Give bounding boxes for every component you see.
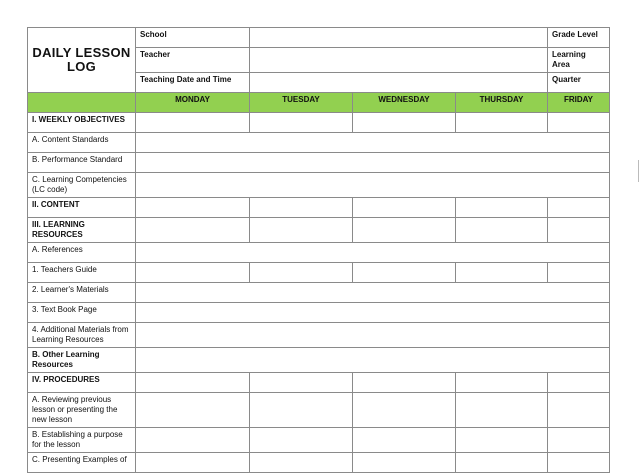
day-header-wednesday: WEDNESDAY	[353, 93, 456, 113]
daily-lesson-log-table	[27, 27, 610, 473]
row-label: 1. Teachers Guide	[28, 263, 136, 283]
day-cell-tuesday[interactable]	[250, 263, 353, 283]
teacher-field[interactable]	[250, 48, 548, 73]
table-row	[28, 243, 610, 263]
merged-cell[interactable]	[136, 133, 610, 153]
day-cell-thursday[interactable]	[456, 453, 548, 473]
day-cell-thursday[interactable]	[456, 263, 548, 283]
day-cell-monday[interactable]	[136, 393, 250, 428]
day-cell-tuesday[interactable]	[250, 428, 353, 453]
row-label: A. Reviewing previous lesson or presenting the new lesson	[28, 393, 136, 428]
merged-cell[interactable]	[136, 153, 610, 173]
day-cell-thursday[interactable]	[456, 198, 548, 218]
table-row	[28, 323, 610, 348]
day-cell-monday[interactable]	[136, 453, 250, 473]
table-row	[28, 373, 610, 393]
grade-level-label: Grade Level	[548, 28, 610, 48]
day-cell-monday[interactable]	[136, 428, 250, 453]
table-row	[28, 348, 610, 373]
page-edge-mark	[638, 160, 639, 182]
day-cell-thursday[interactable]	[456, 393, 548, 428]
day-cell-tuesday[interactable]	[250, 198, 353, 218]
table-row	[28, 113, 610, 133]
day-header-monday: MONDAY	[136, 93, 250, 113]
table-row	[28, 218, 610, 243]
row-label: B. Performance Standard	[28, 153, 136, 173]
day-cell-wednesday[interactable]	[353, 373, 456, 393]
day-cell-wednesday[interactable]	[353, 263, 456, 283]
row-label: B. Other Learning Resources	[28, 348, 136, 373]
day-cell-thursday[interactable]	[456, 373, 548, 393]
quarter-label: Quarter	[548, 73, 610, 93]
table-row	[28, 303, 610, 323]
table-row	[28, 173, 610, 198]
table-row	[28, 428, 610, 453]
day-cell-wednesday[interactable]	[353, 428, 456, 453]
table-row	[28, 133, 610, 153]
teacher-label: Teacher	[136, 48, 250, 73]
day-cell-monday[interactable]	[136, 263, 250, 283]
teaching-date-label: Teaching Date and Time	[136, 73, 250, 93]
table-row	[28, 198, 610, 218]
day-cell-thursday[interactable]	[456, 113, 548, 133]
day-header-tuesday: TUESDAY	[250, 93, 353, 113]
day-cell-friday[interactable]	[548, 453, 610, 473]
school-field[interactable]	[250, 28, 548, 48]
row-label: I. WEEKLY OBJECTIVES	[28, 113, 136, 133]
day-cell-tuesday[interactable]	[250, 453, 353, 473]
day-cell-monday[interactable]	[136, 113, 250, 133]
table-row	[28, 393, 610, 428]
day-cell-tuesday[interactable]	[250, 373, 353, 393]
day-cell-monday[interactable]	[136, 198, 250, 218]
day-cell-wednesday[interactable]	[353, 113, 456, 133]
day-cell-friday[interactable]	[548, 428, 610, 453]
merged-cell[interactable]	[136, 243, 610, 263]
row-label: A. References	[28, 243, 136, 263]
row-label: C. Presenting Examples of	[28, 453, 136, 473]
row-label: 3. Text Book Page	[28, 303, 136, 323]
day-cell-wednesday[interactable]	[353, 198, 456, 218]
row-label: II. CONTENT	[28, 198, 136, 218]
days-header-row	[28, 93, 610, 113]
day-header-thursday: THURSDAY	[456, 93, 548, 113]
day-cell-thursday[interactable]	[456, 428, 548, 453]
day-cell-friday[interactable]	[548, 218, 610, 243]
day-cell-wednesday[interactable]	[353, 453, 456, 473]
table-row	[28, 453, 610, 473]
merged-cell[interactable]	[136, 283, 610, 303]
row-label: IV. PROCEDURES	[28, 373, 136, 393]
row-label: 4. Additional Materials from Learning Resources	[28, 323, 136, 348]
table-row	[28, 263, 610, 283]
merged-cell[interactable]	[136, 348, 610, 373]
document-title: DAILY LESSON LOG	[28, 28, 136, 93]
day-cell-monday[interactable]	[136, 218, 250, 243]
table-row	[28, 283, 610, 303]
day-cell-friday[interactable]	[548, 373, 610, 393]
day-cell-friday[interactable]	[548, 263, 610, 283]
days-header-blank	[28, 93, 136, 113]
table-row	[28, 153, 610, 173]
day-cell-tuesday[interactable]	[250, 113, 353, 133]
merged-cell[interactable]	[136, 173, 610, 198]
merged-cell[interactable]	[136, 323, 610, 348]
day-cell-tuesday[interactable]	[250, 393, 353, 428]
day-cell-friday[interactable]	[548, 113, 610, 133]
school-label: School	[136, 28, 250, 48]
day-cell-tuesday[interactable]	[250, 218, 353, 243]
day-cell-wednesday[interactable]	[353, 393, 456, 428]
day-cell-friday[interactable]	[548, 198, 610, 218]
day-cell-thursday[interactable]	[456, 218, 548, 243]
day-cell-wednesday[interactable]	[353, 218, 456, 243]
teaching-date-field[interactable]	[250, 73, 548, 93]
row-label: C. Learning Competencies (LC code)	[28, 173, 136, 198]
row-label: A. Content Standards	[28, 133, 136, 153]
day-header-friday: FRIDAY	[548, 93, 610, 113]
row-label: 2. Learner's Materials	[28, 283, 136, 303]
learning-area-label: Learning Area	[548, 48, 610, 73]
merged-cell[interactable]	[136, 303, 610, 323]
row-label: III. LEARNING RESOURCES	[28, 218, 136, 243]
row-label: B. Establishing a purpose for the lesson	[28, 428, 136, 453]
day-cell-friday[interactable]	[548, 393, 610, 428]
day-cell-monday[interactable]	[136, 373, 250, 393]
